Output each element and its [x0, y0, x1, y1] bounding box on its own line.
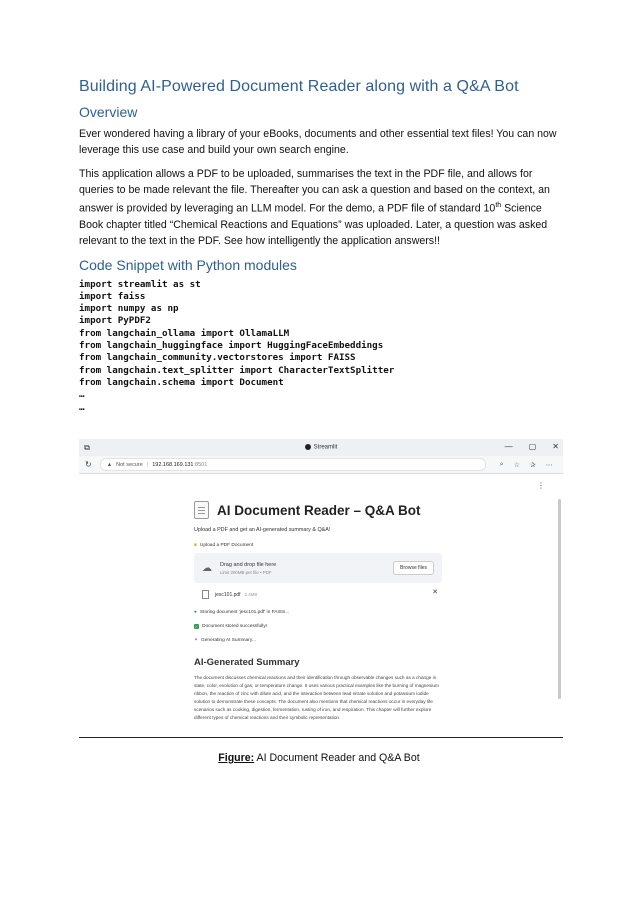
document-page — [79, 78, 563, 414]
status-stored — [194, 624, 444, 629]
browse-files-button[interactable]: Browse files — [393, 561, 434, 575]
maximize-icon[interactable]: ▢ — [528, 442, 537, 451]
upload-label — [194, 543, 444, 548]
paragraph-2-pre: This application allows a PDF to be uploaded, summarises the text in the PDF file, and allows for queries to be made relevant the file. Thereafter you can ask a question and based on the context, an answer is provided by leveraging an LLM model. For the demo, a PDF file of standard 10 — [79, 168, 550, 215]
doc-title: Building AI-Powered Document Reader along with a Q&A Bot — [79, 78, 519, 95]
minimize-icon[interactable]: — — [504, 442, 513, 451]
figure-caption — [0, 752, 638, 764]
status-generating-text: Generating AI Summary... — [201, 638, 256, 643]
code-heading: Code Snippet with Python modules — [79, 256, 297, 273]
cloud-upload-icon: ☁ — [202, 562, 212, 574]
streamlit-logo-icon — [305, 444, 311, 450]
scrollbar[interactable] — [558, 499, 561, 699]
paragraph-2-sup: th — [495, 202, 502, 209]
file-size: 2.4MB — [244, 592, 258, 597]
overview-paragraph-2 — [79, 166, 563, 249]
code-line: import PyPDF2 — [79, 315, 151, 327]
url-separator: | — [146, 461, 149, 468]
code-line: … — [79, 401, 85, 413]
droplet-icon: ● — [194, 610, 197, 615]
close-window-icon[interactable]: ✕ — [552, 442, 559, 451]
check-icon: ✓ — [194, 624, 199, 629]
code-line: from langchain_community.vectorstores import FAISS — [79, 352, 356, 364]
url-box[interactable] — [100, 458, 486, 471]
browser-screenshot — [79, 439, 563, 738]
zoom-icon[interactable]: ⌕ — [499, 460, 504, 468]
app-subtitle: Upload a PDF and get an AI-generated summary & Q&A! — [194, 527, 331, 533]
summary-body: The document discusses chemical reactions and their identification through observable changes such as a change in state, color, evolution of gas, or temperature change. It uses various practical examples like the burning of magnesium ribbon, the reaction of zinc with dilute acid, and the interaction between lead nitrate solution and potassium iodide solution to demonstrate these concepts. The document also mentions that chemical reactions occur in everyday life scenarios such as cooking, digestion, fermentation, rusting of iron, and respiration. This chapter will further explore different types of chemical reactions and their symbolic representation. — [194, 675, 439, 721]
dropzone-text — [220, 562, 276, 575]
overview-heading: Overview — [79, 104, 138, 120]
status-stored-text: Document stored successfully! — [202, 624, 268, 629]
code-line: import faiss — [79, 290, 146, 302]
app-title-row — [194, 501, 444, 519]
document-icon — [194, 501, 209, 519]
status-storing-text: Storing document 'jesc101.pdf' in FAISS... — [199, 610, 290, 615]
toolbar-icons — [500, 461, 563, 469]
code-line: … — [79, 389, 85, 401]
caption-text: AI Document Reader and Q&A Bot — [254, 752, 420, 764]
reload-icon[interactable]: ↻ — [85, 460, 92, 469]
sparkle-icon: ✦ — [194, 638, 199, 643]
status-generating — [194, 638, 444, 643]
not-secure-label: Not secure — [116, 461, 143, 468]
code-line: from langchain_ollama import OllamaLLM — [79, 327, 290, 339]
warning-icon: ▲ — [106, 461, 113, 468]
paragraph-2-post: Science Book chapter titled “Chemical Reactions and Equations” was uploaded. Later, a question was asked relevant to the text in the PDF. See how intelligently the application answers!! — [79, 202, 548, 247]
browser-tab-title[interactable] — [79, 444, 563, 451]
window-controls — [505, 442, 559, 451]
remove-file-icon[interactable]: ✕ — [432, 589, 438, 596]
code-snippet — [79, 279, 563, 414]
code-line: from langchain.schema import Document — [79, 376, 284, 388]
upload-label-text: Upload a PDF Document — [199, 543, 254, 548]
code-line: import streamlit as st — [79, 278, 201, 290]
streamlit-app — [79, 475, 563, 737]
code-line: from langchain_huggingface import HuggingFaceEmbeddings — [79, 340, 384, 352]
app-content — [194, 501, 444, 723]
caption-label: Figure: — [218, 752, 255, 764]
app-title: AI Document Reader – Q&A Bot — [217, 502, 421, 518]
status-storing — [194, 610, 444, 615]
folder-icon: ■ — [194, 543, 197, 548]
summary-heading: AI-Generated Summary — [194, 657, 300, 668]
app-menu-icon[interactable]: ⋮ — [537, 481, 545, 490]
browser-titlebar — [79, 439, 563, 456]
code-line: import numpy as np — [79, 303, 179, 315]
url-host: 192.168.169.131 — [152, 461, 194, 468]
file-icon — [202, 590, 209, 599]
favorite-star-icon[interactable]: ☆ — [513, 461, 520, 469]
tab-title-text: Streamlit — [313, 444, 338, 451]
more-icon[interactable]: ⋯ — [545, 461, 553, 469]
dropzone-limit-text: Limit 200MB per file • PDF — [220, 569, 272, 575]
overview-paragraph-1: Ever wondered having a library of your eBooks, documents and other essential text files! You can now leverage this use case and build your own search engine. — [79, 128, 557, 156]
file-dropzone[interactable] — [194, 553, 442, 583]
code-line: from langchain.text_splitter import CharacterTextSplitter — [79, 364, 395, 376]
favorites-icon[interactable]: ✰ — [529, 461, 536, 469]
url-port: :8501 — [193, 461, 208, 468]
uploaded-file-row — [194, 590, 442, 599]
dropzone-main-text: Drag and drop file here — [220, 561, 277, 568]
tab-actions-icon[interactable]: ⧉ — [84, 442, 90, 452]
address-bar — [79, 456, 563, 474]
file-name: jesc101.pdf — [215, 591, 241, 598]
